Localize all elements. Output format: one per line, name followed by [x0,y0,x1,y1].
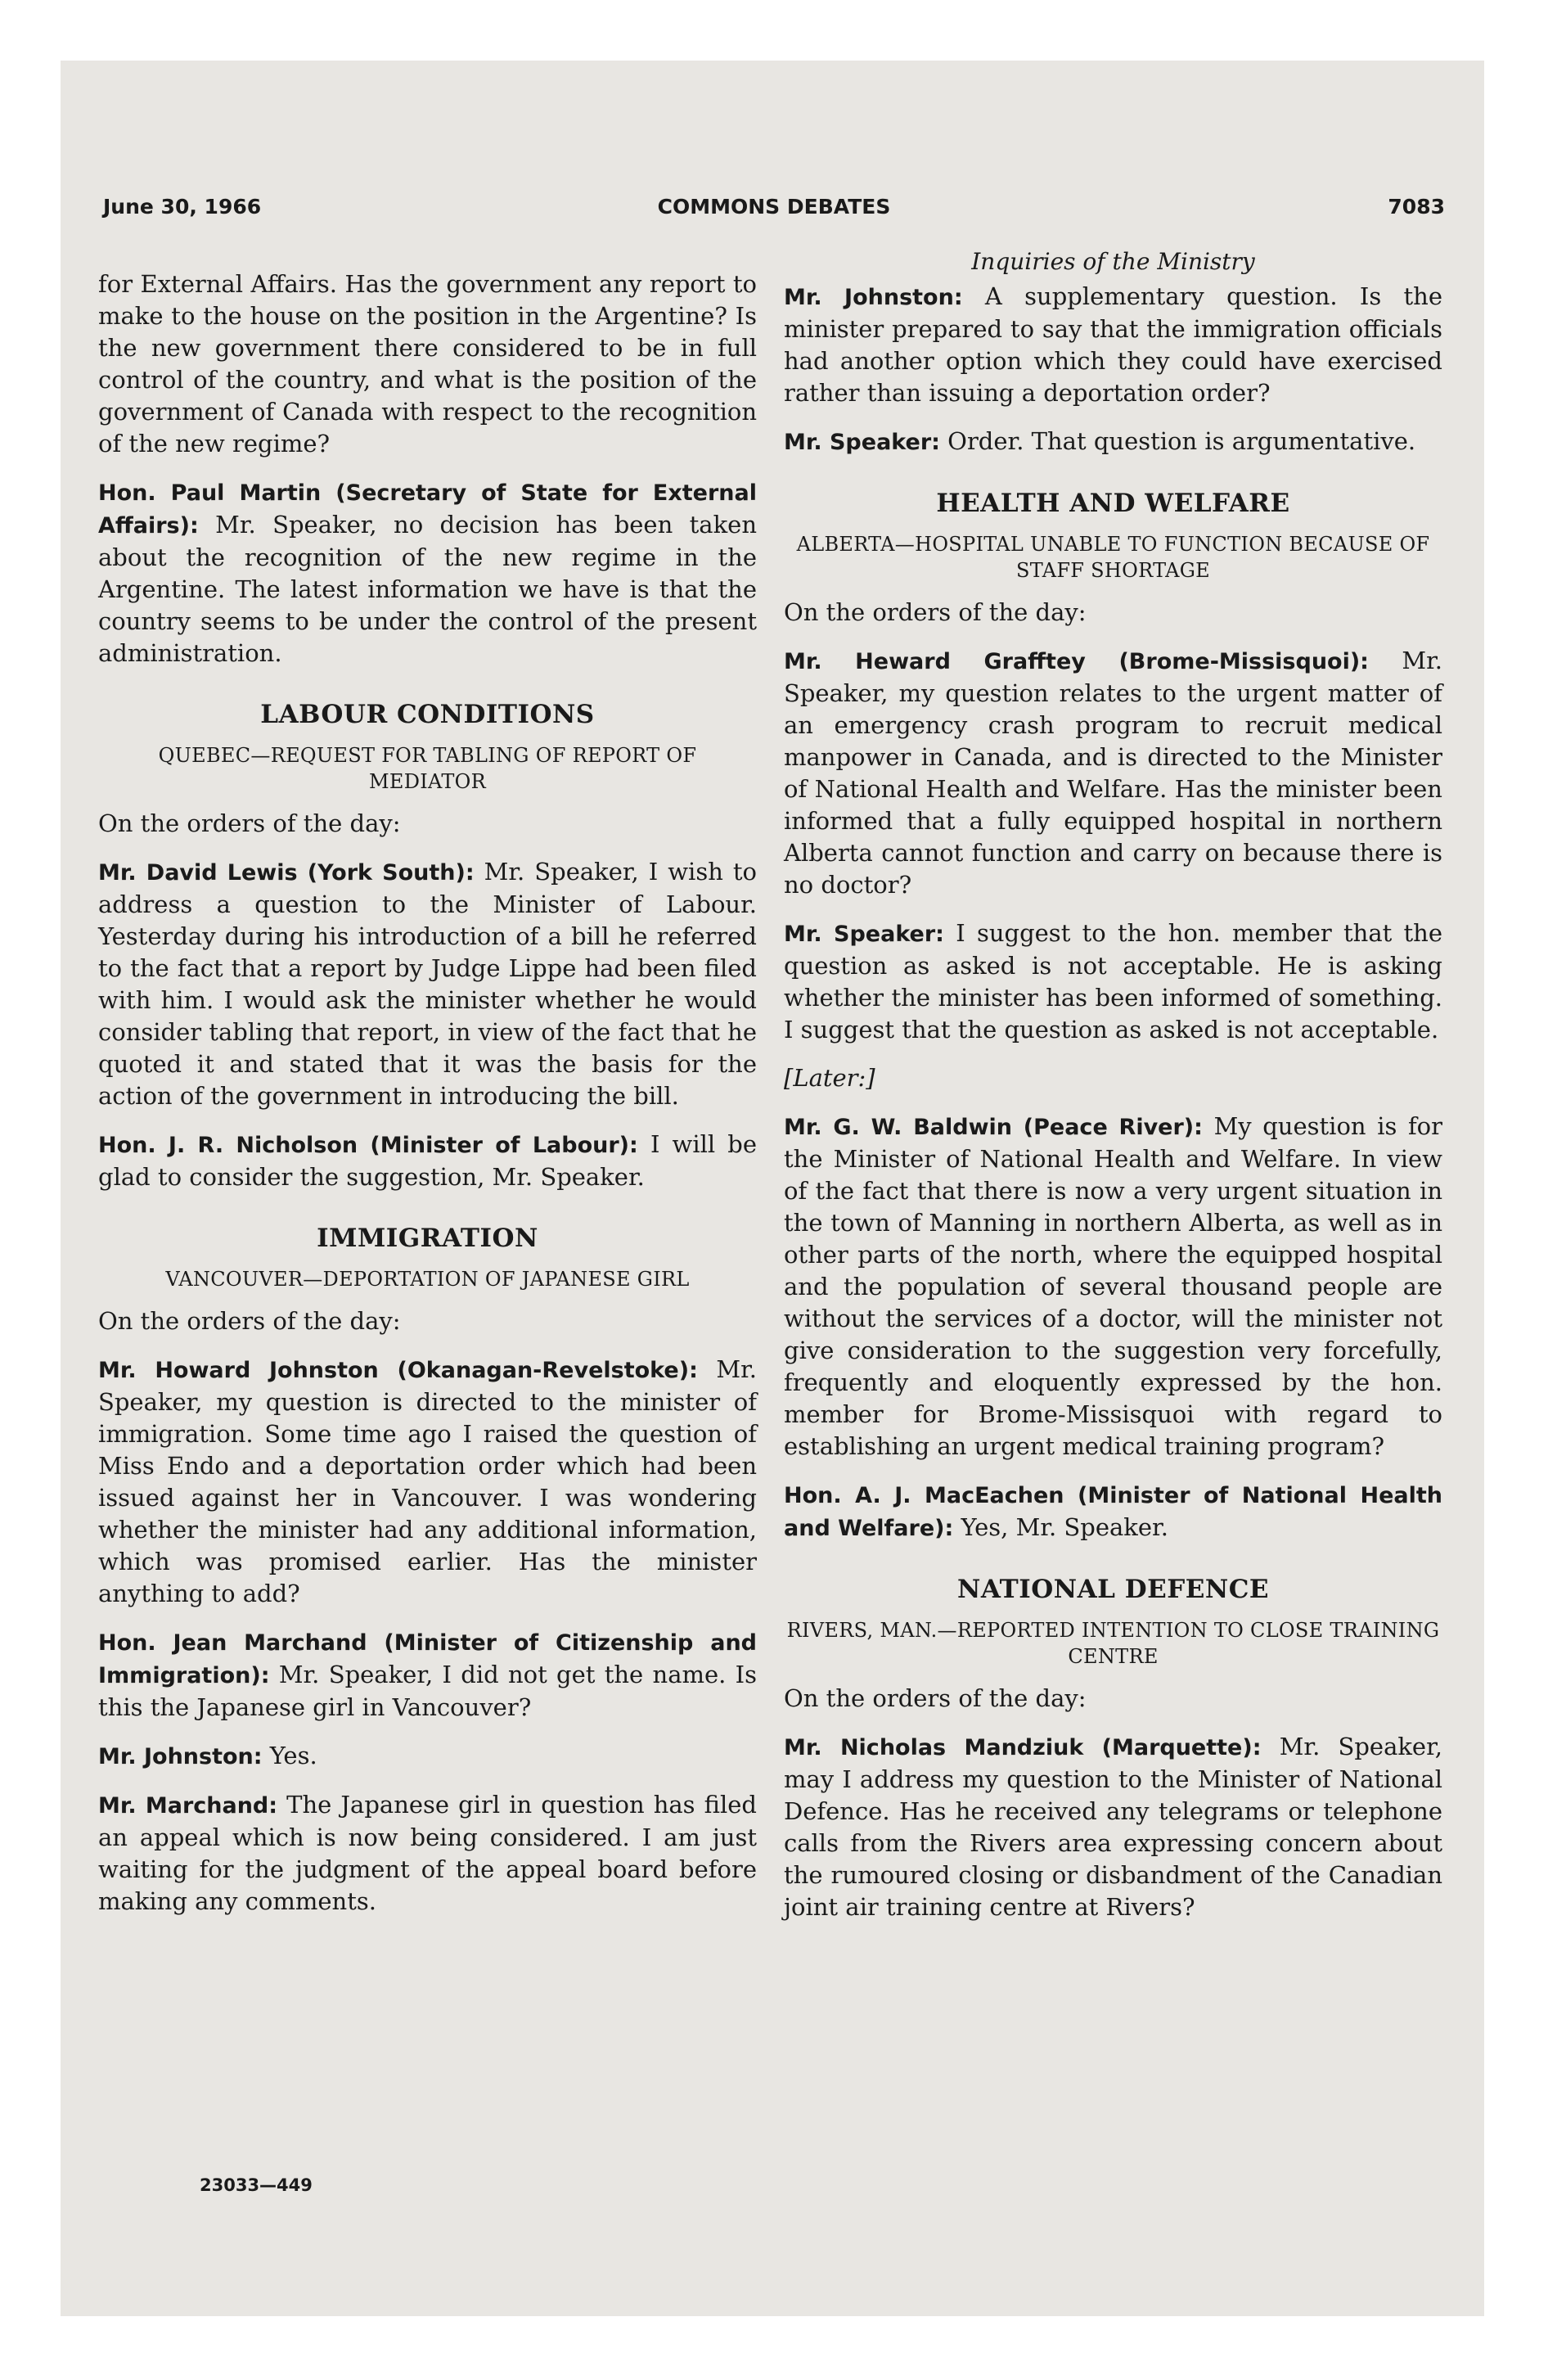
page-header [103,195,1445,228]
header-title: COMMONS DEBATES [657,195,891,219]
speech [784,645,1442,901]
speaker-name: Mr. Speaker: [784,922,944,947]
sub-heading-vancouver: VANCOUVER—DEPORTATION OF JAPANESE GIRL [165,1268,690,1291]
header-page-number: 7083 [1388,195,1445,219]
speech-text: Mr. Speaker, no decision has been taken about the recognition of the new regime in the Argentine. The latest information we have is that the country seems to be under the control of the present administration. [98,511,758,667]
speech-text: Mr. Speaker, may I address my question to the Minister of National Defence. Has he received any telegrams or telephone calls from the Rivers area expressing concern about the rumoured closing or disbandment of the Canadian joint air training centre at Rivers? [784,1733,1442,1921]
speaker-name: Mr. Heward Grafftey (Brome-Missisquoi): [784,649,1369,674]
speech [98,856,757,1112]
speech [98,1626,757,1724]
sub-heading-quebec: QUEBEC—REQUEST FOR TABLING OF REPORT OF MEDIATOR [158,744,697,793]
speech-text: The Japanese girl in question has filed an appeal which is now being considered. I am just waiting for the judgment of the appeal board before making any comments. [98,1791,757,1915]
speech [784,426,1442,458]
section-heading-health: HEALTH AND WELFARE [936,489,1290,518]
section-heading-labour: LABOUR CONDITIONS [260,700,595,729]
speech-text: Mr. Speaker, my question is directed to the minister of immigration. Some time ago I raised the question of Miss Endo and a deportation order which had been issued against her in Vancouver. I was wondering whether the minister had any additional information, which was promised earlier. Has the minister anything to add? [98,1355,758,1607]
speech-text: Yes. [269,1742,317,1769]
speech [98,476,757,669]
speech-text: I will be glad to consider the suggestion, Mr. Speaker. [98,1130,758,1191]
speech [784,1479,1442,1544]
footer-code: 23033—449 [200,2175,313,2195]
speech [784,281,1442,409]
orders-of-the-day: On the orders of the day: [784,1684,1087,1712]
section-heading-immigration: IMMIGRATION [317,1224,538,1253]
speaker-name: Hon. Jean Marchand (Minister of Citizenship and Immigration): [98,1630,757,1688]
speech [98,1129,757,1193]
section-heading-defence: NATIONAL DEFENCE [956,1575,1270,1604]
left-column [98,268,757,1934]
speech-text: Mr. Speaker, my question relates to the urgent matter of an emergency crash program to recruit medical manpower in Canada, and is directed to the Minister of National Health and Welfare. Has the minister been informed that a fully equipped hospital in northern Alberta cannot function and carry on because there is no doctor? [784,647,1442,899]
sub-heading-alberta: ALBERTA—HOSPITAL UNABLE TO FUNCTION BECAUSE OF STAFF SHORTAGE [796,533,1430,582]
speaker-name: Hon. Paul Martin (Secretary of State for External Affairs): [98,480,757,539]
speaker-name: Mr. G. W. Baldwin (Peace River): [784,1115,1203,1140]
orders-of-the-day: On the orders of the day: [98,809,401,837]
speaker-name: Mr. Nicholas Mandziuk (Marquette): [784,1735,1262,1760]
speech [98,1789,757,1918]
speech-text: I suggest to the hon. member that the question as asked is not acceptable. He is asking whether the minister has been informed of something. I suggest that the question as asked is not acceptable. [784,919,1443,1044]
document-page [61,61,1484,2316]
speaker-name: Hon. A. J. MacEachen (Minister of National Health and Welfare): [784,1483,1442,1541]
speech-text: Mr. Speaker, I wish to address a question to the Minister of Labour. Yesterday during his introduction of a bill he referred to the fact that a report by Judge Lippe had been filed with him. I would ask the minister whether he would consider tabling that report, in view of the fact that he quoted it and stated that it was the basis for the action of the government in introducing the bill. [98,858,758,1110]
speech [98,1740,757,1773]
speaker-name: Hon. J. R. Nicholson (Minister of Labour): [98,1133,638,1158]
speech [784,1731,1442,1923]
orders-of-the-day: On the orders of the day: [784,598,1087,626]
speech-text: Yes, Mr. Speaker. [961,1513,1168,1541]
speech-text: Order. That question is argumentative. [947,427,1416,455]
speech-text: Mr. Speaker, I did not get the name. Is this the Japanese girl in Vancouver? [98,1661,757,1721]
speech-text: A supplementary question. Is the minister prepared to say that the immigration officials had another option which they could have exercised rather than issuing a deportation order? [784,282,1443,407]
running-title: Inquiries of the Ministry [971,248,1255,275]
paragraph: for External Affairs. Has the government any report to make to the house on the position in the Argentine? Is the new government there considered to be in full control of the country, and what is the position of the government of Canada with respect to the recognition of the new regime? [98,270,757,458]
header-date: June 30, 1966 [103,195,262,219]
speech [98,1354,757,1610]
speech-text: My question is for the Minister of National Health and Welfare. In view of the fact that there is now a very urgent situation in the town of Manning in northern Alberta, as well as in other parts of the north, where the equipped hospital and the population of several thousand people are without the services of a doctor, will the minister not give consideration to the suggestion very forcefully, frequently and eloquently expressed by the hon. member for Brome-Missisquoi with regard to establishing an urgent medical training program? [784,1112,1443,1460]
speech [784,1111,1442,1463]
orders-of-the-day: On the orders of the day: [98,1307,401,1335]
right-column [784,248,1443,1940]
speaker-name: Mr. Howard Johnston (Okanagan-Revelstoke): [98,1358,698,1383]
speaker-name: Mr. Speaker: [784,430,940,455]
speech [784,917,1442,1046]
speaker-name: Mr. David Lewis (York South): [98,860,475,886]
speaker-name: Mr. Marchand: [98,1793,278,1819]
sub-heading-rivers: RIVERS, MAN.—REPORTED INTENTION TO CLOSE TRAINING CENTRE [786,1619,1440,1668]
speaker-name: Mr. Johnston: [98,1744,263,1769]
later-marker: [Later:] [784,1064,875,1092]
speaker-name: Mr. Johnston: [784,285,963,310]
